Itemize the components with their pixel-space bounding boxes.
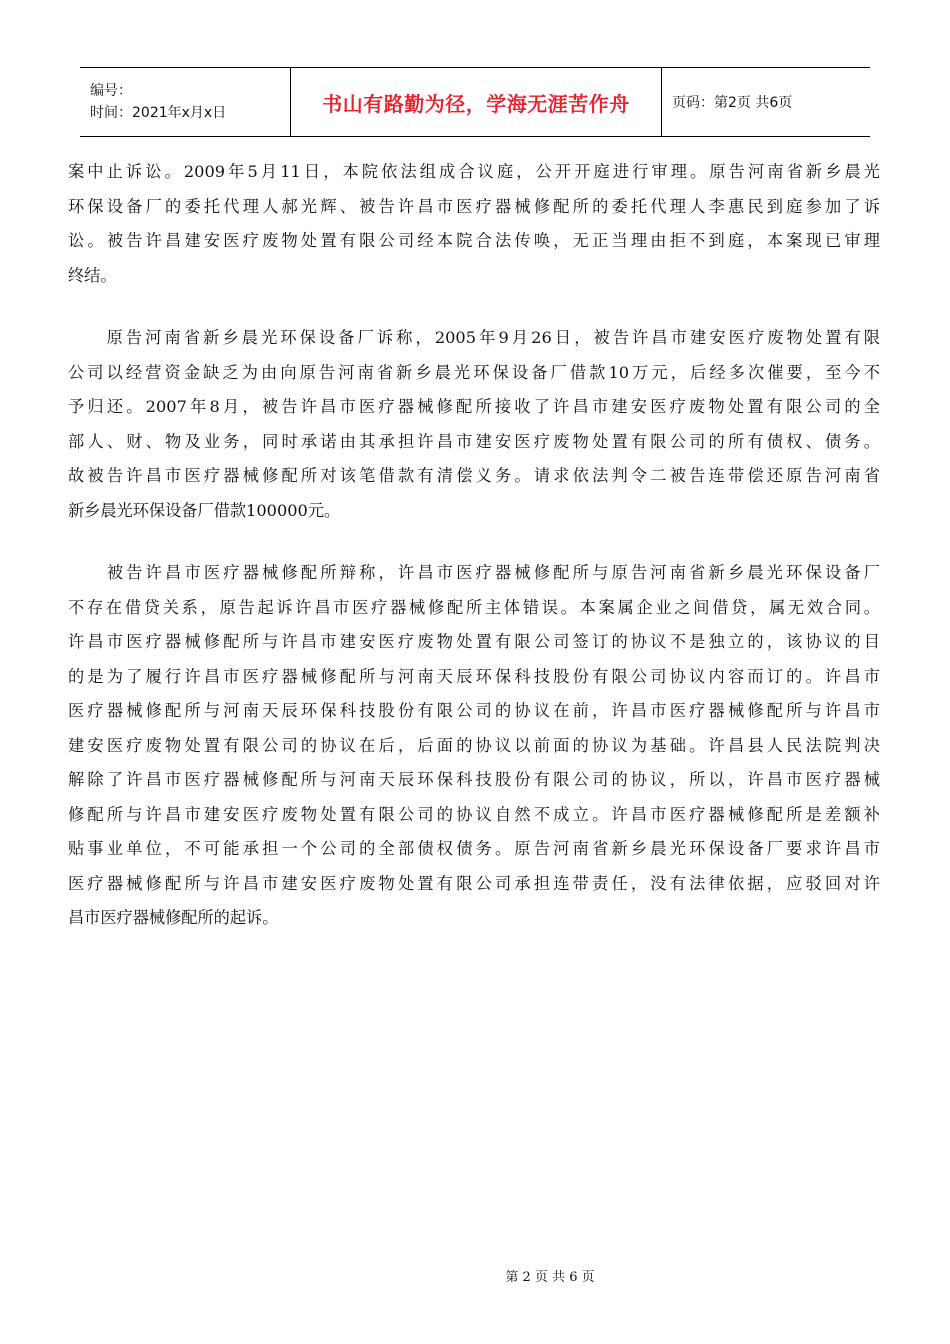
paragraph-line: 贴事业单位，不可能承担一个公司的全部债权债务。原告河南省新乡晨光环保设备厂要求许昌市 — [68, 839, 880, 858]
paragraph-line: 被告许昌市医疗器械修配所辩称，许昌市医疗器械修配所与原告河南省新乡晨光环保设备厂 — [68, 563, 880, 582]
paragraph-line: 建安医疗废物处置有限公司的协议在后，后面的协议以前面的协议为基础。许昌县人民法院判决 — [68, 735, 880, 755]
paragraph-line: 环保设备厂的委托代理人郝光辉、被告许昌市医疗器械修配所的委托代理人李惠民到庭参加了诉 — [68, 196, 880, 216]
paragraph-1 — [68, 155, 880, 293]
paragraph-line: 讼。被告许昌建安医疗废物处置有限公司经本院合法传唤，无正当理由拒不到庭，本案现已审理 — [68, 231, 880, 250]
document-time-label: 时间：2021年x月x日 — [90, 105, 227, 121]
paragraph-line: 予归还。2007年8月，被告许昌市医疗器械修配所接收了许昌市建安医疗废物处置有限公司的全 — [68, 397, 880, 416]
header-page-label: 页码：第2页 共6页 — [662, 68, 871, 137]
paragraph-line: 不存在借贷关系，原告起诉许昌市医疗器械修配所主体错误。本案属企业之间借贷，属无效合同。 — [68, 597, 880, 617]
paragraph-line: 昌市医疗器械修配所的起诉。 — [68, 908, 279, 927]
paragraph-line: 医疗器械修配所与河南天辰环保科技股份有限公司的协议在前，许昌市医疗器械修配所与许昌市 — [68, 701, 880, 720]
header-motto-cell — [291, 68, 662, 137]
paragraph-line: 许昌市医疗器械修配所与许昌市建安医疗废物处置有限公司签订的协议不是独立的，该协议的目 — [68, 632, 880, 651]
paragraph-3 — [68, 556, 880, 936]
header-motto: 书山有路勤为径，学海无涯苦作舟 — [322, 91, 630, 116]
paragraph-line: 解除了许昌市医疗器械修配所与河南天辰环保科技股份有限公司的协议，所以，许昌市医疗器械 — [68, 770, 880, 789]
document-body — [68, 155, 880, 964]
page-footer: 第 2 页 共 6 页 — [505, 1270, 595, 1285]
paragraph-line: 原告河南省新乡晨光环保设备厂诉称，2005年9月26日，被告许昌市建安医疗废物处置有限 — [68, 328, 880, 347]
paragraph-line: 部人、财、物及业务，同时承诺由其承担许昌市建安医疗废物处置有限公司的所有债权、债务。 — [68, 431, 880, 451]
paragraph-line: 案中止诉讼。2009年5月11日，本院依法组成合议庭，公开开庭进行审理。原告河南省新乡晨光 — [68, 162, 880, 181]
paragraph-line: 医疗器械修配所与许昌市建安医疗废物处置有限公司承担连带责任，没有法律依据，应驳回对许 — [68, 873, 880, 893]
document-number-label: 编号： — [90, 83, 132, 99]
paragraph-line: 终结。 — [68, 265, 117, 285]
paragraph-2 — [68, 321, 880, 528]
paragraph-line: 的是为了履行许昌市医疗器械修配所与河南天辰环保科技股份有限公司协议内容而订的。许昌市 — [68, 666, 880, 686]
paragraph-line: 新乡晨光环保设备厂借款100000元。 — [68, 500, 341, 520]
header-meta — [80, 68, 291, 137]
paragraph-line: 修配所与许昌市建安医疗废物处置有限公司的协议自然不成立。许昌市医疗器械修配所是差额补 — [68, 804, 880, 824]
page-header — [80, 67, 870, 137]
paragraph-line: 公司以经营资金缺乏为由向原告河南省新乡晨光环保设备厂借款10万元，后经多次催要，至今不 — [68, 362, 880, 382]
paragraph-line: 故被告许昌市医疗器械修配所对该笔借款有清偿义务。请求依法判令二被告连带偿还原告河南省 — [68, 466, 880, 485]
